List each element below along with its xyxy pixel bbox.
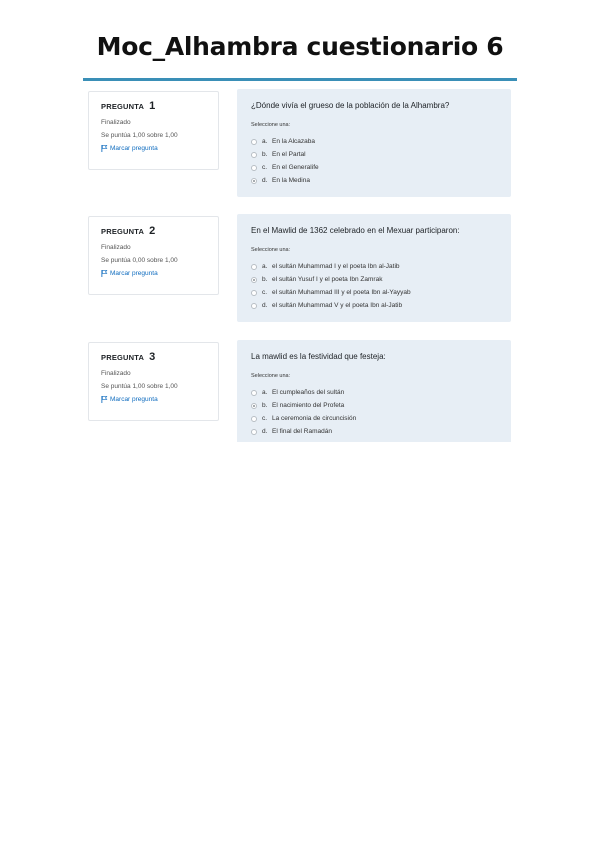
radio-button-selected[interactable] xyxy=(251,277,257,283)
option-text: El nacimiento del Profeta xyxy=(272,402,345,409)
question-number: 2 xyxy=(149,225,156,237)
flag-question-link[interactable] xyxy=(101,142,218,155)
answer-option[interactable] xyxy=(251,399,497,412)
question-label: PREGUNTA xyxy=(101,227,145,236)
option-text: El cumpleaños del sultán xyxy=(272,389,345,396)
answer-option[interactable] xyxy=(251,135,497,148)
option-text: El final del Ramadán xyxy=(272,428,332,435)
flag-question-link[interactable] xyxy=(101,267,218,280)
answer-option[interactable] xyxy=(251,299,497,312)
answer-prompt: Seleccione una: xyxy=(251,247,291,253)
option-letter: a. xyxy=(262,263,268,270)
blank-page-area xyxy=(0,442,600,848)
question-status: Finalizado xyxy=(101,119,131,126)
question-info-panel xyxy=(88,342,219,421)
option-letter: b. xyxy=(262,276,268,283)
option-text: el sultán Muhammad V y el poeta Ibn al-Jatib xyxy=(272,302,403,309)
option-text: En el Partal xyxy=(272,151,306,158)
option-letter: c. xyxy=(262,415,268,422)
question-score: Se puntúa 0,00 sobre 1,00 xyxy=(101,257,178,264)
question-content-panel xyxy=(237,89,511,197)
option-letter: c. xyxy=(262,164,268,171)
option-text: La ceremonia de circuncisión xyxy=(272,415,357,422)
flag-icon xyxy=(101,145,108,152)
question-text: En el Mawlid de 1362 celebrado en el Mexuar participaron: xyxy=(251,226,460,235)
title-underline xyxy=(83,78,517,81)
option-letter: d. xyxy=(262,428,268,435)
flag-question-label: Marcar pregunta xyxy=(110,270,158,277)
option-text: el sultán Muhammad III y el poeta Ibn al-Yayyab xyxy=(272,289,411,296)
option-letter: b. xyxy=(262,402,268,409)
radio-button[interactable] xyxy=(251,416,257,422)
answer-option[interactable] xyxy=(251,148,497,161)
option-letter: b. xyxy=(262,151,268,158)
question-label: PREGUNTA xyxy=(101,102,145,111)
flag-question-label: Marcar pregunta xyxy=(110,396,158,403)
answer-option[interactable] xyxy=(251,286,497,299)
question-content-panel xyxy=(237,340,511,448)
option-text: el sultán Muhammad I y el poeta Ibn al-Jatib xyxy=(272,263,400,270)
question-info-panel xyxy=(88,216,219,295)
option-text: En el Generalife xyxy=(272,164,319,171)
question-number: 1 xyxy=(149,100,156,112)
option-letter: d. xyxy=(262,177,268,184)
radio-button[interactable] xyxy=(251,264,257,270)
answer-prompt: Seleccione una: xyxy=(251,122,291,128)
radio-button[interactable] xyxy=(251,152,257,158)
radio-button[interactable] xyxy=(251,290,257,296)
answer-prompt: Seleccione una: xyxy=(251,373,291,379)
radio-button[interactable] xyxy=(251,429,257,435)
radio-button[interactable] xyxy=(251,303,257,309)
question-content-panel xyxy=(237,214,511,322)
answer-option[interactable] xyxy=(251,386,497,399)
question-number: 3 xyxy=(149,351,156,363)
option-letter: d. xyxy=(262,302,268,309)
answer-option[interactable] xyxy=(251,425,497,438)
question-status: Finalizado xyxy=(101,244,131,251)
answer-option[interactable] xyxy=(251,260,497,273)
flag-question-label: Marcar pregunta xyxy=(110,145,158,152)
question-status: Finalizado xyxy=(101,370,131,377)
radio-button[interactable] xyxy=(251,139,257,145)
option-letter: a. xyxy=(262,389,268,396)
answer-option[interactable] xyxy=(251,273,497,286)
radio-button[interactable] xyxy=(251,390,257,396)
question-text: ¿Dónde vivía el grueso de la población de la Alhambra? xyxy=(251,101,450,110)
option-letter: a. xyxy=(262,138,268,145)
option-letter: c. xyxy=(262,289,268,296)
document-title: Moc_Alhambra cuestionario 6 xyxy=(96,32,504,61)
answer-option[interactable] xyxy=(251,174,497,187)
radio-button-selected[interactable] xyxy=(251,403,257,409)
option-text: En la Alcazaba xyxy=(272,138,316,145)
flag-question-link[interactable] xyxy=(101,393,218,406)
answer-option[interactable] xyxy=(251,412,497,425)
question-text: La mawlid es la festividad que festeja: xyxy=(251,352,386,361)
question-info-panel xyxy=(88,91,219,170)
question-score: Se puntúa 1,00 sobre 1,00 xyxy=(101,132,178,139)
question-label: PREGUNTA xyxy=(101,353,145,362)
flag-icon xyxy=(101,270,108,277)
radio-button-selected[interactable] xyxy=(251,178,257,184)
question-score: Se puntúa 1,00 sobre 1,00 xyxy=(101,383,178,390)
flag-icon xyxy=(101,396,108,403)
option-text: En la Medina xyxy=(272,177,310,184)
answer-option[interactable] xyxy=(251,161,497,174)
option-text: el sultán Yusuf I y el poeta Ibn Zamrak xyxy=(272,276,383,283)
radio-button[interactable] xyxy=(251,165,257,171)
